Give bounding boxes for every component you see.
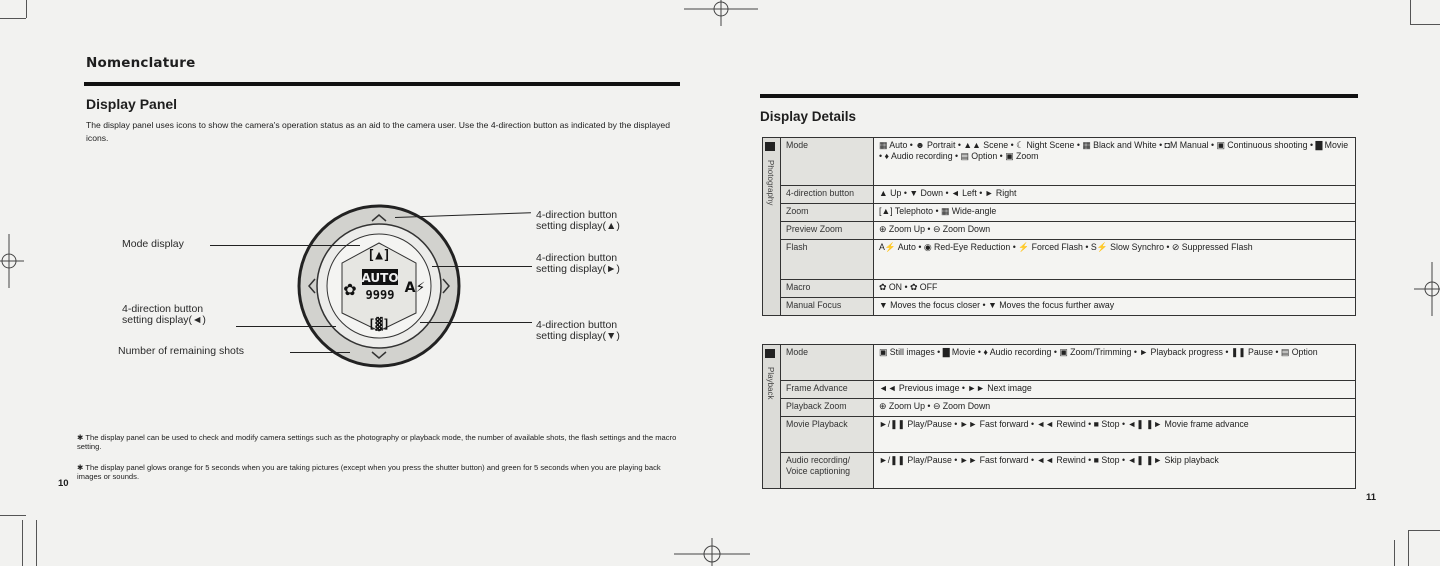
callout-setting-right (536, 253, 620, 275)
row-value: ✿ ON • ✿ OFF (874, 280, 1356, 298)
table-row (763, 280, 1356, 298)
macro-icon: ✿ (343, 280, 357, 299)
callout-line: 4-direction button (536, 252, 618, 264)
leader-line (432, 266, 532, 267)
camera-icon (765, 142, 775, 151)
row-value: ►/❚❚ Play/Pause • ►► Fast forward • ◄◄ Rewind • ■ Stop • ◄❚ ❚► Movie frame advance (874, 417, 1356, 453)
leader-line (236, 326, 336, 327)
crop-mark (1410, 24, 1440, 25)
callout-line: 4-direction button (536, 209, 618, 221)
crop-mark (1410, 0, 1411, 24)
table-row (763, 204, 1356, 222)
page-number-left: 10 (58, 478, 69, 489)
row-label: Manual Focus (781, 298, 874, 316)
row-label: Frame Advance (781, 381, 874, 399)
wide-angle-glyph: [▓] (368, 317, 390, 331)
remaining-shots-glyph: 9999 (365, 288, 395, 302)
group-label: Playback (766, 367, 775, 400)
row-label: Zoom (781, 204, 874, 222)
table-row (763, 399, 1356, 417)
row-value: ▲ Up • ▼ Down • ◄ Left • ► Right (874, 186, 1356, 204)
table-row (763, 381, 1356, 399)
heading-rule-right (760, 94, 1358, 98)
leader-line (420, 322, 532, 323)
row-value: ►/❚❚ Play/Pause • ►► Fast forward • ◄◄ Rewind • ■ Stop • ◄❚ ❚► Skip playback (874, 453, 1356, 489)
callout-mode-display: Mode display (122, 238, 184, 250)
table-row (763, 345, 1356, 381)
row-label: 4-direction button (781, 186, 874, 204)
row-label: Playback Zoom (781, 399, 874, 417)
callout-line: 4-direction button (122, 303, 204, 315)
table-row (763, 138, 1356, 186)
flash-auto-glyph: A⚡ (404, 280, 426, 296)
section-title: Display Panel (86, 96, 178, 112)
crop-mark (1408, 530, 1409, 566)
row-value: A⚡ Auto • ◉ Red-Eye Reduction • ⚡ Forced Flash • S⚡ Slow Synchro • ⊘ Suppressed Flash (874, 240, 1356, 280)
callout-line: setting display(▲) (536, 220, 620, 232)
registration-mark-left (0, 234, 24, 288)
row-label: Macro (781, 280, 874, 298)
display-panel-diagram (296, 203, 462, 369)
playback-table (762, 344, 1356, 489)
row-label: Flash (781, 240, 874, 280)
table-row (763, 298, 1356, 316)
zoom-telephoto-glyph: [▲] (367, 248, 391, 263)
leader-line (290, 352, 350, 353)
row-value: ▦ Auto • ☻ Portrait • ▲▲ Scene • ☾ Night Scene • ▦ Black and White • ◘M Manual • ▣ Continuous shooting • ▇ Movie • ♦ Audio recording • ▤ Option • ▣ Zoom (874, 138, 1356, 186)
table-row (763, 222, 1356, 240)
details-title: Display Details (760, 109, 857, 124)
row-value: ⊕ Zoom Up • ⊖ Zoom Down (874, 399, 1356, 417)
photography-table (762, 137, 1356, 316)
table-row (763, 186, 1356, 204)
row-label: Mode (781, 138, 874, 186)
crop-mark (1408, 530, 1440, 531)
note-item: ✱ The display panel can be used to check and modify camera settings such as the photography or playback mode, the number of available shots, the flash settings and the macro setting. (77, 433, 677, 451)
row-value: ◄◄ Previous image • ►► Next image (874, 381, 1356, 399)
page-number-right: 11 (1366, 492, 1377, 503)
table-row (763, 417, 1356, 453)
row-label: Mode (781, 345, 874, 381)
row-value: ▣ Still images • ▇ Movie • ♦ Audio recording • ▣ Zoom/Trimming • ► Playback progress • ❚❚ Pause • ▤ Option (874, 345, 1356, 381)
note-item: ✱ The display panel glows orange for 5 seconds when you are taking pictures (except when you press the shutter button) and green for 5 seconds when you are playing back images or sounds. (77, 463, 661, 481)
callout-line: 4-direction button (536, 319, 618, 331)
crop-mark (0, 18, 26, 19)
registration-mark-top (684, 0, 758, 26)
intro-text: The display panel uses icons to show the camera's operation status as an aid to the camera user. Use the 4-direction button as indicated by the displayed icons. (86, 120, 670, 143)
callout-line: setting display(◄) (122, 314, 206, 326)
callout-line: setting display(►) (536, 263, 620, 275)
crop-mark (26, 0, 27, 18)
leader-line (210, 245, 360, 246)
photography-group-cell (763, 138, 781, 316)
playback-group-cell (763, 345, 781, 489)
callout-setting-left (122, 304, 206, 326)
mode-auto-glyph: AUTO (361, 271, 399, 285)
table-row (763, 240, 1356, 280)
row-label: Preview Zoom (781, 222, 874, 240)
row-value: [▲] Telephoto • ▦ Wide-angle (874, 204, 1356, 222)
registration-mark-right (1414, 262, 1440, 316)
row-label: Movie Playback (781, 417, 874, 453)
row-label: Audio recording/ Voice captioning (781, 453, 874, 489)
page-heading: Nomenclature (86, 55, 196, 71)
playback-icon (765, 349, 775, 358)
row-value: ▼ Moves the focus closer • ▼ Moves the focus further away (874, 298, 1356, 316)
callout-remaining-shots: Number of remaining shots (118, 345, 245, 357)
table-row (763, 453, 1356, 489)
crop-mark (36, 520, 37, 566)
callout-line: setting display(▼) (536, 330, 620, 342)
heading-rule (84, 82, 680, 86)
crop-mark (1394, 540, 1395, 566)
crop-mark (0, 515, 26, 516)
group-label: Photography (766, 160, 775, 206)
crop-mark (22, 520, 23, 566)
callout-setting-up (536, 210, 620, 232)
callout-setting-down (536, 320, 620, 342)
registration-mark-bottom (674, 536, 750, 566)
row-value: ⊕ Zoom Up • ⊖ Zoom Down (874, 222, 1356, 240)
